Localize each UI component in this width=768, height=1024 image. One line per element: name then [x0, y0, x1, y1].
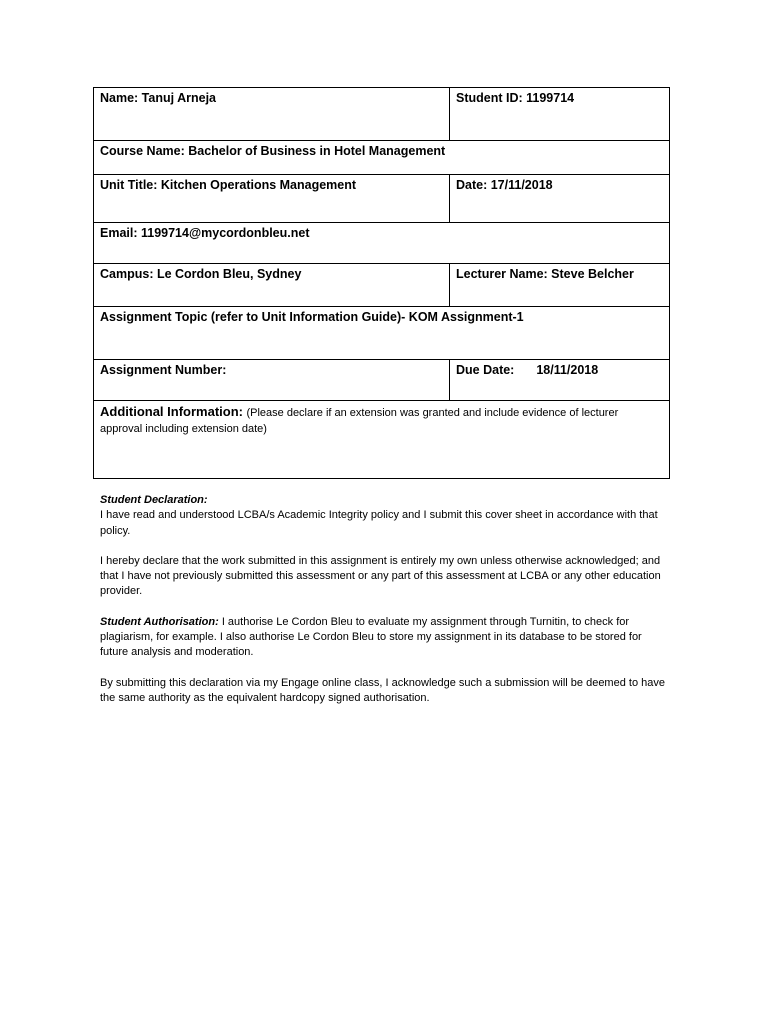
assignment-number-row	[94, 360, 670, 401]
date-cell: Date: 17/11/2018	[450, 175, 670, 223]
declaration-paragraph-1: I have read and understood LCBA/s Academic Integrity policy and I submit this cover sheet in accordance with that policy.	[100, 509, 658, 537]
student-declaration-section	[100, 493, 670, 721]
course-row	[94, 141, 670, 175]
topic-row	[94, 307, 670, 360]
assignment-number-cell: Assignment Number:	[94, 360, 450, 401]
campus-row	[94, 264, 670, 307]
declaration-heading-line	[100, 493, 670, 508]
name-cell: Name: Tanuj Arneja	[94, 88, 450, 141]
additional-info-row	[94, 401, 670, 479]
lecturer-cell: Lecturer Name: Steve Belcher	[450, 264, 670, 307]
due-date-value: 18/11/2018	[536, 363, 599, 377]
declaration-paragraph-4: By submitting this declaration via my Engage online class, I acknowledge such a submission will be deemed to have the same authority as the equivalent hardcopy signed authorisation.	[100, 676, 665, 704]
unit-row	[94, 175, 670, 223]
course-name-cell: Course Name: Bachelor of Business in Hotel Management	[94, 141, 670, 175]
student-id-cell: Student ID: 1199714	[450, 88, 670, 141]
additional-info-label: Additional Information:	[100, 404, 243, 419]
email-cell: Email: 1199714@mycordonbleu.net	[94, 223, 670, 264]
campus-cell: Campus: Le Cordon Bleu, Sydney	[94, 264, 450, 307]
due-date-label: Due Date:	[456, 363, 515, 377]
additional-info-note: (Please declare if an extension was granted and include evidence of lecturer approval including extension date)	[100, 407, 619, 435]
authorisation-text: I authorise Le Cordon Bleu to evaluate my assignment through Turnitin, to check for plagiarism, for example. I also authorise Le Cordon Bleu to store my assignment in its database to be stored for future analysis and moderation.	[100, 615, 642, 659]
assignment-topic-cell: Assignment Topic (refer to Unit Information Guide)- KOM Assignment-1	[94, 307, 670, 360]
declaration-paragraph-2: I hereby declare that the work submitted in this assignment is entirely my own unless otherwise acknowledged; and that I have not previously submitted this assessment or any part of this assessment at LCBA or any other education provider.	[100, 554, 661, 598]
cover-sheet-table	[93, 87, 670, 479]
name-row	[94, 88, 670, 141]
authorisation-paragraph	[100, 615, 670, 661]
additional-info-cell	[94, 401, 670, 479]
declaration-heading: Student Declaration:	[100, 494, 208, 506]
authorisation-heading: Student Authorisation:	[100, 615, 219, 628]
due-date-cell	[450, 360, 670, 401]
email-row	[94, 223, 670, 264]
unit-title-cell: Unit Title: Kitchen Operations Management	[94, 175, 450, 223]
